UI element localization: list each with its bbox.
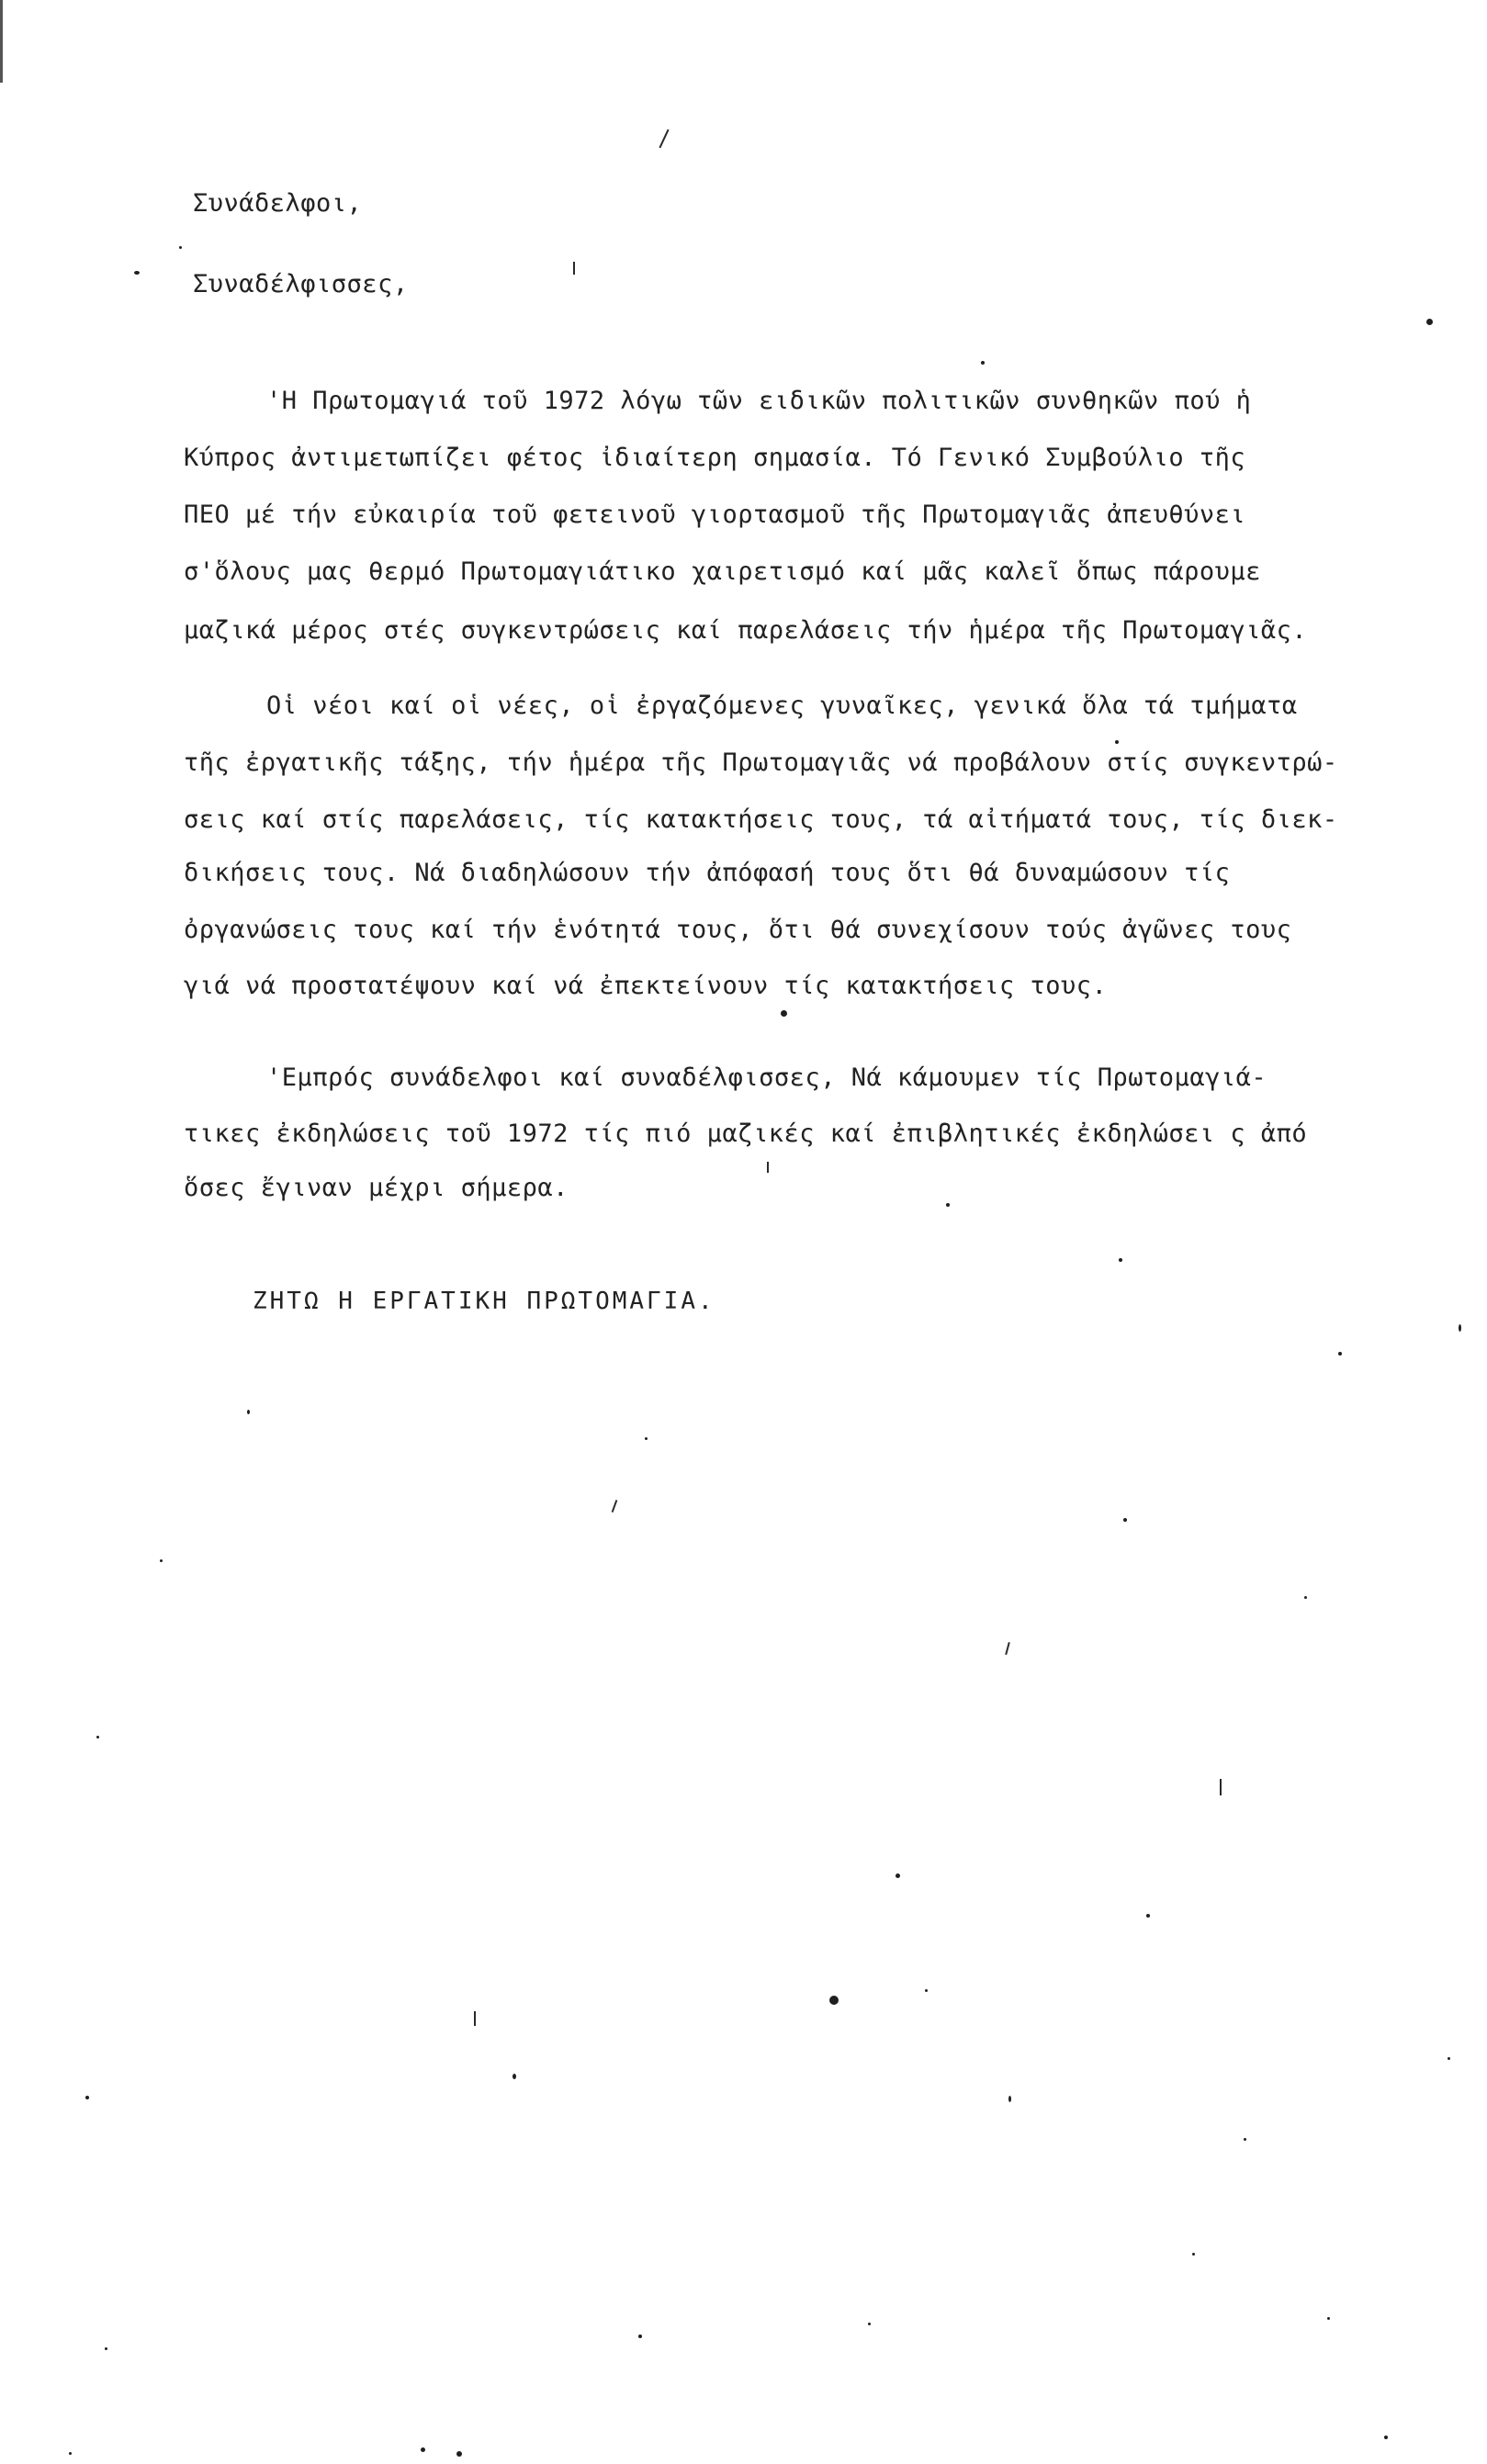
closing-slogan: ΖΗΤΩ Η ΕΡΓΑΤΙΚΗ ΠΡΩΤΟΜΑΓΙΑ. [253, 1288, 715, 1315]
speck [513, 2074, 516, 2079]
speck [573, 262, 575, 275]
paragraph-line: γιά νά προστατέψουν καί νά ἐπεκτείνουν τίς κατακτήσεις τους. [184, 972, 1108, 1000]
paragraph-line: Οἱ νέοι καί οἱ νέες, οἱ ἐργαζόμενες γυναῖκες, γενικά ὅλα τά τμήματα [266, 692, 1298, 720]
speck [946, 1203, 950, 1207]
scan-edge-mark [0, 0, 3, 83]
paragraph-line: Κύπρος ἀντιμετωπίζει φέτος ἰδιαίτερη σημασία. Τό Γενικό Συμβούλιο τῆς [184, 444, 1246, 472]
speck [659, 129, 669, 149]
paragraph-line: 'Εμπρός συνάδελφοι καί συναδέλφισσες, Νά κάμουμεν τίς Πρωτομαγιά- [266, 1063, 1267, 1092]
speck [1115, 740, 1119, 744]
speck [612, 1500, 618, 1513]
salutation-colleagues: Συνάδελφοι, [193, 189, 363, 218]
paragraph-line: ΠΕΟ μέ τήν εὐκαιρία τοῦ φετεινοῦ γιορτασμοῦ τῆς Πρωτομαγιᾶς ἀπευθύνει [184, 501, 1246, 529]
speck [645, 1437, 648, 1440]
speck [1244, 2138, 1246, 2141]
speck [1426, 319, 1433, 325]
speck [638, 2335, 642, 2338]
speck [925, 1989, 928, 1992]
speck [1192, 2253, 1195, 2256]
speck [456, 2451, 462, 2457]
speck [1448, 2057, 1450, 2060]
speck [85, 2096, 89, 2099]
speck [1304, 1596, 1307, 1599]
speck [767, 1162, 769, 1173]
speck [868, 2323, 871, 2325]
speck [1459, 1324, 1461, 1332]
speck [1327, 2317, 1330, 2320]
speck [1220, 1779, 1222, 1795]
paragraph-line: ὅσες ἔγιναν μέχρι σήμερα. [184, 1174, 569, 1202]
speck [69, 2452, 72, 2455]
speck [829, 1996, 839, 2005]
paragraph-line: τῆς ἐργατικῆς τάξης, τήν ἡμέρα τῆς Πρωτομαγιᾶς νά προβάλουν στίς συγκεντρώ- [184, 748, 1338, 777]
speck [1005, 1642, 1010, 1655]
speck [105, 2347, 107, 2350]
speck [981, 361, 985, 365]
paragraph-line: σ'ὅλους μας θερμό Πρωτομαγιάτικο χαιρετισμό καί μᾶς καλεῖ ὅπως πάρουμε [184, 557, 1261, 586]
paragraph-line: 'Η Πρωτομαγιά τοῦ 1972 λόγω τῶν ειδικῶν πολιτικῶν συνθηκῶν πού ἡ [266, 387, 1252, 415]
paragraph-line: σεις καί στίς παρελάσεις, τίς κατακτήσεις τους, τά αἰτήματά τους, τίς διεκ- [184, 805, 1338, 834]
speck [1008, 2096, 1011, 2102]
speck [896, 1873, 900, 1878]
speck [421, 2447, 425, 2452]
speck [179, 246, 182, 249]
speck [1123, 1518, 1127, 1522]
salutation-female-colleagues: Συναδέλφισσες, [193, 270, 409, 298]
speck [247, 1410, 250, 1414]
paragraph-line: δικήσεις τους. Νά διαδηλώσουν τήν ἀπόφασή τους ὅτι θά δυναμώσουν τίς [184, 859, 1231, 887]
speck [1338, 1352, 1342, 1356]
speck [474, 2011, 476, 2026]
paragraph-line: ὀργανώσεις τους καί τήν ἑνότητά τους, ὅτι θά συνεχίσουν τούς ἀγῶνες τους [184, 916, 1292, 944]
speck [1384, 2436, 1388, 2439]
speck [1146, 1914, 1150, 1918]
speck [160, 1559, 163, 1562]
paragraph-line: τικες ἐκδηλώσεις τοῦ 1972 τίς πιό μαζικές καί ἐπιβλητικές ἐκδηλώσει ς ἀπό [184, 1119, 1308, 1148]
speck [781, 1010, 787, 1017]
paragraph-line: μαζικά μέρος στές συγκεντρώσεις καί παρελάσεις τήν ἡμέρα τῆς Πρωτομαγιᾶς. [184, 616, 1308, 645]
speck [96, 1736, 99, 1738]
speck [1119, 1258, 1122, 1262]
speck [134, 271, 140, 275]
